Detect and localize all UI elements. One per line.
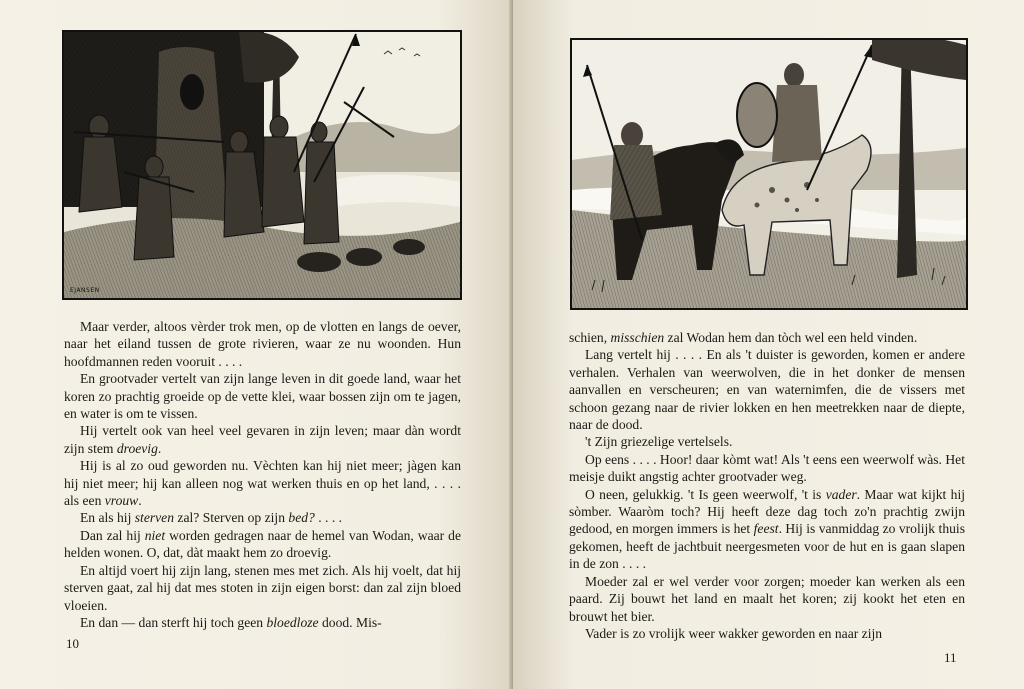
emphasized-word: vader xyxy=(825,486,857,502)
emphasized-word: bloedloze xyxy=(266,614,319,630)
text-run: schien, xyxy=(569,330,611,345)
text-run: . Hij is vanmiddag zo vrolijk thuis gekomen, heeft de jachtbuit neergesmeten voor de hut en is gaan slapen in de zon . . . . xyxy=(569,521,965,572)
text-run: dood. Mis- xyxy=(318,614,382,630)
text-run: Op eens . . . . Hoor! daar kòmt wat! Als 't eens een weerwolf wàs. Het meisje duikt angstig achter grootvader weg. xyxy=(569,451,965,485)
body-paragraph xyxy=(64,457,461,509)
emphasized-word: vrouw xyxy=(104,493,139,509)
text-run: worden gedragen naar de hemel van Wodan, waar de helden wonen. O, dat, dàt maakt hem zo droevig. xyxy=(64,527,461,561)
right-body-text xyxy=(569,329,965,642)
emphasized-word: feest xyxy=(753,521,779,537)
text-run: En dan — dan sterft hij toch geen xyxy=(80,614,267,630)
right-illustration xyxy=(570,38,968,310)
left-illustration xyxy=(62,30,462,300)
body-paragraph xyxy=(569,329,965,346)
text-run: Hij vertelt ook van heel veel gevaren in zijn leven; maar dàn wordt zijn stem xyxy=(64,423,461,456)
body-paragraph xyxy=(569,451,965,486)
body-paragraph xyxy=(569,346,965,433)
emphasized-word: sterven xyxy=(134,510,175,526)
right-page xyxy=(513,0,1024,689)
text-run: 't Zijn griezelige vertelsels. xyxy=(585,434,733,450)
emphasized-word: droevig xyxy=(116,440,158,456)
text-run: Moeder zal er wel verder voor zorgen; moeder kan werken als een paard. Zij bouwt het land en maalt het koren; zij kookt het eten en brouwt het bier. xyxy=(569,573,965,624)
text-run: Vader is zo vrolijk weer wakker geworden en naar zijn xyxy=(585,625,883,641)
body-paragraph xyxy=(64,527,461,562)
text-run: zal? Sterven op zijn xyxy=(174,510,289,526)
left-body-text xyxy=(64,318,461,631)
warriors-attacking-tree-image xyxy=(64,32,460,298)
body-paragraph xyxy=(64,370,461,422)
text-run: Maar verder, altoos vèrder trok men, op de vlotten en langs de oever, naar het eiland tussen de grote rivieren, waar ze nu woonden. Hun hoofdmannen reden vooruit . . . . xyxy=(64,319,461,369)
body-paragraph xyxy=(64,509,461,526)
body-paragraph xyxy=(64,318,461,370)
body-paragraph xyxy=(569,573,965,625)
text-run: . xyxy=(138,493,142,509)
body-paragraph xyxy=(569,625,965,642)
text-run: En als hij xyxy=(80,510,135,526)
text-run: En altijd voert hij zijn lang, stenen mes met zich. Als hij voelt, dat hij sterven gaat, zal hij dat mes stoten in zijn eigen borst: dan zal zijn bloed vloeien. xyxy=(64,562,461,613)
text-run: En grootvader vertelt van zijn lange leven in dit goede land, waar het koren zo prachtig groeide op de vette klei, waar bossen zijn om te jagen, en water is om te vissen. xyxy=(64,371,461,422)
page-number-right: 11 xyxy=(944,650,957,665)
text-run: Dan zal hij xyxy=(80,527,145,543)
text-run: zal Wodan hem dan tòch wel een held vinden. xyxy=(664,330,918,345)
text-run: . Maar wat kijkt hij sòmber. Waaròm toch? Hij heeft deze dag toch zo'n prachtig zwijn gedood, en morgen immers is het xyxy=(569,486,966,537)
text-run: . . . . xyxy=(314,510,343,526)
emphasized-word: bed? xyxy=(288,510,315,526)
text-run: O neen, gelukkig. 't Is geen weerwolf, 't is xyxy=(585,486,826,502)
text-run: Hij is al zo oud geworden nu. Vèchten kan hij niet meer; jàgen kan hij niet meer; hij kan alleen nog wat werken thuis en op het land, . . . . als een xyxy=(64,458,461,509)
body-paragraph xyxy=(569,486,965,573)
body-paragraph xyxy=(64,562,461,614)
emphasized-word: misschien xyxy=(610,330,665,345)
emphasized-word: niet xyxy=(144,527,166,543)
body-paragraph xyxy=(64,422,461,457)
text-run: Lang vertelt hij . . . . En als 't duister is geworden, komen er andere verhalen. Verhalen van weerwolven, die in het donker de mensen aanvallen en verscheuren; en van waternimfen, die de vissers met schoon gezang naar de rivier lokken en hen meetrekken naar de diepte, naar de dood. xyxy=(569,347,965,433)
page-number-left: 10 xyxy=(66,636,79,651)
text-run: . xyxy=(157,440,162,456)
body-paragraph xyxy=(64,614,461,631)
horsemen-image xyxy=(572,40,966,308)
body-paragraph xyxy=(569,433,965,450)
artist-signature: EJANSEN xyxy=(70,287,100,294)
